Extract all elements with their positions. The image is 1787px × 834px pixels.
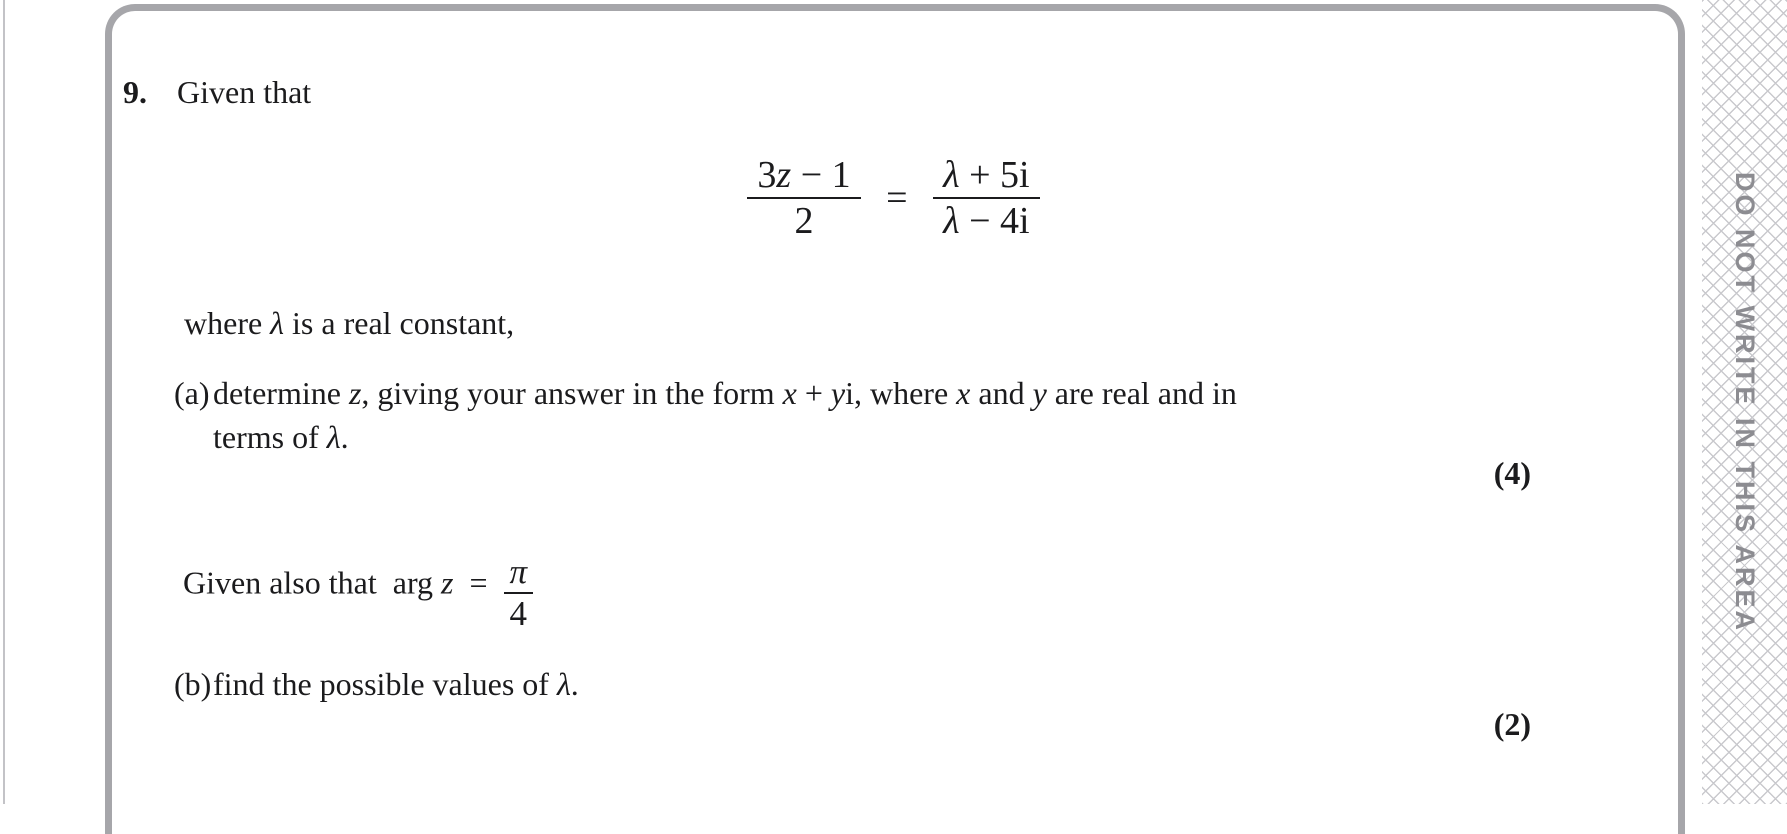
given-also-prefix: Given also that arg z = xyxy=(183,564,504,601)
fraction-rhs-denominator: λ − 4i xyxy=(943,200,1030,242)
fraction-lhs xyxy=(747,156,860,240)
part-b-marks: (2) xyxy=(1493,706,1531,742)
part-b xyxy=(174,662,579,706)
equals-sign: = xyxy=(886,177,908,219)
part-b-text: find the possible values of λ. xyxy=(213,666,579,702)
fraction-pi-numerator: π xyxy=(504,554,534,594)
part-a-marks: (4) xyxy=(1493,455,1531,491)
display-equation xyxy=(0,156,1787,240)
fraction-rhs xyxy=(933,156,1039,240)
part-a-line1: determine z, giving your answer in the form x + yi, where x and y are real and in xyxy=(213,375,1237,411)
part-a xyxy=(174,371,1237,459)
fraction-lhs-denominator: 2 xyxy=(794,200,814,242)
question-header xyxy=(123,74,311,111)
fraction-pi-over-4 xyxy=(504,554,534,632)
fraction-rhs-numerator: λ + 5i xyxy=(933,156,1039,199)
where-constraint-line: where λ is a real constant, xyxy=(184,305,515,341)
fraction-pi-denominator: 4 xyxy=(509,594,528,633)
part-a-label: (a) xyxy=(174,375,210,411)
part-b-label: (b) xyxy=(174,666,212,702)
given-also-line xyxy=(183,547,533,633)
question-intro: Given that xyxy=(177,74,312,110)
page-edge-line xyxy=(3,0,5,804)
do-not-write-band xyxy=(1702,0,1787,804)
question-number: 9. xyxy=(123,74,147,110)
do-not-write-label: DO NOT WRITE IN THIS AREA xyxy=(1730,172,1760,633)
fraction-lhs-numerator: 3z − 1 xyxy=(747,156,860,199)
part-a-line2: terms of λ. xyxy=(213,419,349,455)
part-a-text xyxy=(213,371,1237,459)
